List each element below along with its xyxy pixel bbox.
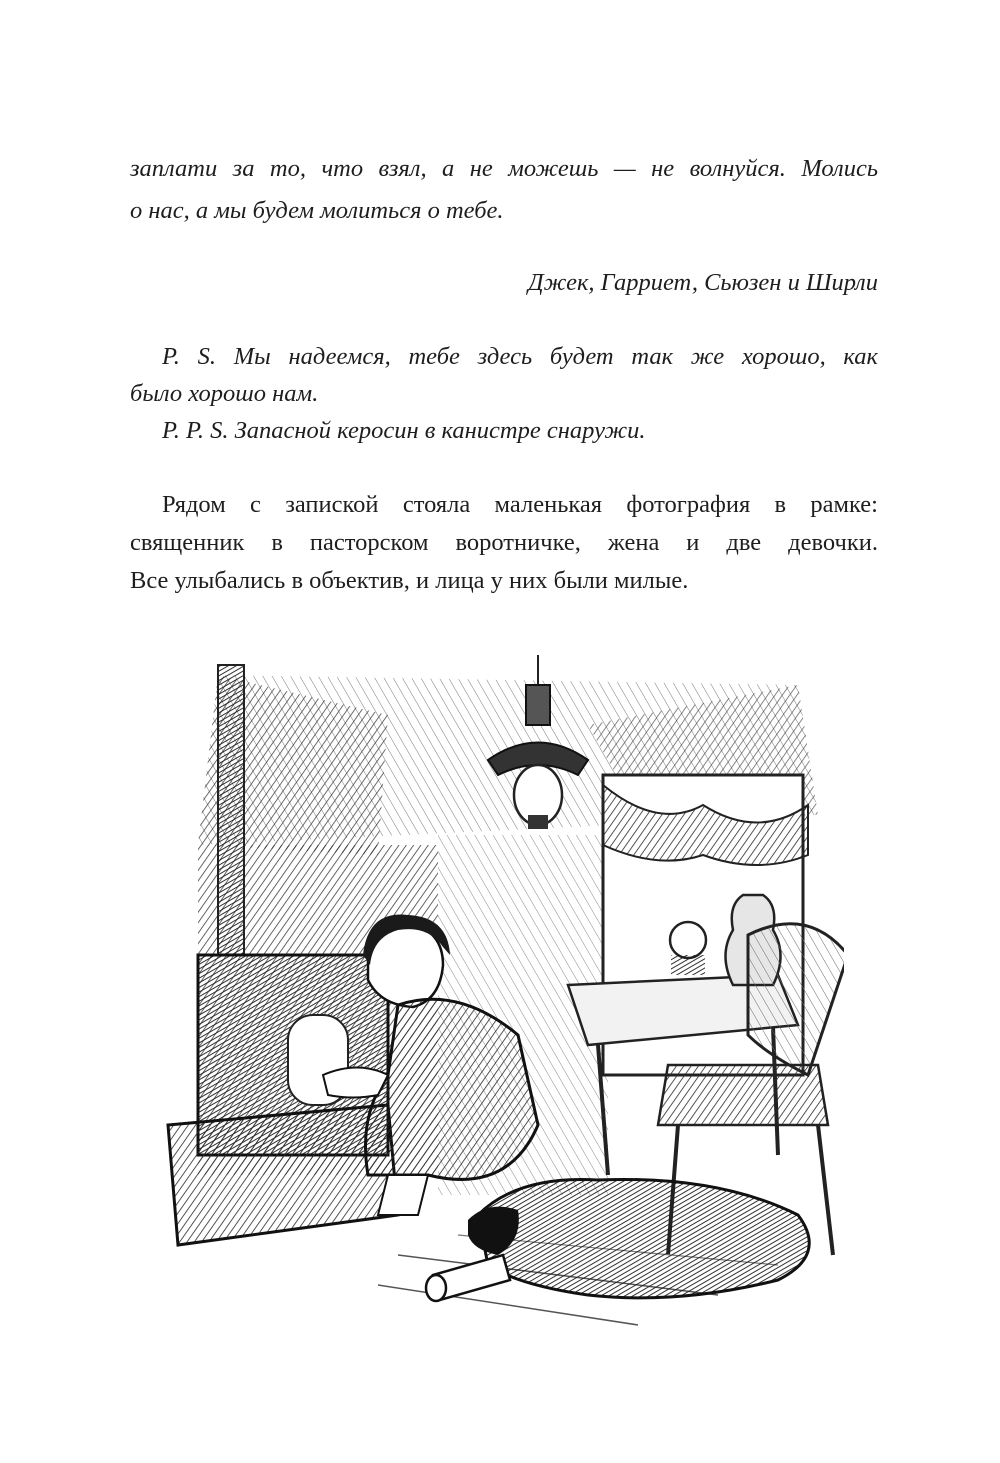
note-line-1: заплати за то, что взял, а не можешь — не волнуйся. Молись: [130, 155, 878, 182]
note-pps: P. P. S. Запасной керосин в канистре снаружи.: [162, 417, 646, 444]
note-ps-line-2: было хорошо нам.: [130, 380, 319, 407]
note-ps-line-1: P. S. Мы надеемся, тебе здесь будет так же хорошо, как: [162, 343, 878, 370]
paragraph-line-1: Рядом с запиской стояла маленькая фотография в рамке:: [162, 491, 878, 518]
stove: [168, 955, 398, 1245]
illustration: [158, 655, 844, 1335]
dog-figure: [468, 1179, 809, 1297]
bottle-icon: [426, 1255, 510, 1301]
note-signature: Джек, Гарриет, Сьюзен и Ширли: [528, 269, 878, 296]
paragraph-line-2: священник в пасторском воротничке, жена и две девочки.: [130, 529, 878, 556]
note-line-2: о нас, а мы будем молиться о тебе.: [130, 197, 504, 224]
paragraph-line-3: Все улыбались в объектив, и лица у них были милые.: [130, 567, 689, 594]
stove-pipe: [218, 665, 244, 955]
